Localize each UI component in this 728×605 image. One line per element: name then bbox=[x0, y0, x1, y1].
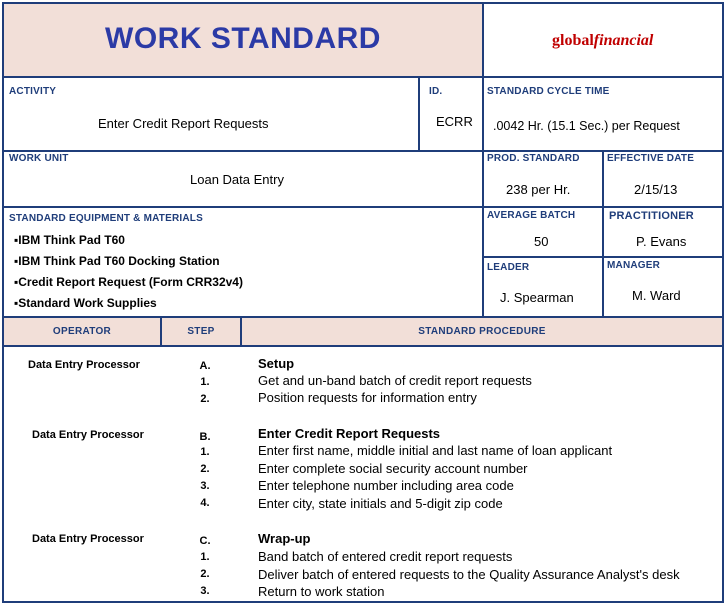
page-title: WORK STANDARD bbox=[105, 22, 381, 55]
section-heading: Setup bbox=[258, 356, 295, 371]
id-value: ECRR bbox=[436, 114, 473, 129]
activity-value: Enter Credit Report Requests bbox=[98, 116, 269, 131]
operator-name: Data Entry Processor bbox=[28, 359, 140, 371]
practitioner-label: PRACTITIONER bbox=[609, 210, 694, 222]
effective-date-label: EFFECTIVE DATE bbox=[607, 153, 695, 164]
step-number: 4. bbox=[200, 497, 210, 509]
step-number: 1. bbox=[200, 446, 210, 458]
step-text: Enter telephone number including area code bbox=[258, 478, 514, 493]
step-number: 2. bbox=[200, 393, 210, 405]
step-number: 2. bbox=[200, 463, 210, 475]
equipment-item: ▪IBM Think Pad T60 bbox=[14, 233, 125, 247]
step-text: Position requests for information entry bbox=[258, 390, 477, 405]
effective-date-value: 2/15/13 bbox=[634, 182, 678, 197]
practitioner-value: P. Evans bbox=[636, 234, 687, 249]
work-unit-value: Loan Data Entry bbox=[190, 172, 284, 187]
equipment-item: ▪IBM Think Pad T60 Docking Station bbox=[14, 254, 220, 268]
step-text: Enter first name, middle initial and last name of loan applicant bbox=[258, 443, 613, 458]
operator-name: Data Entry Processor bbox=[32, 533, 144, 545]
operator-column-header: OPERATOR bbox=[52, 326, 112, 337]
step-number: 3. bbox=[200, 585, 210, 597]
step-column-header: STEP bbox=[187, 326, 215, 337]
step-text: Deliver batch of entered requests to the Quality Assurance Analyst's desk bbox=[258, 567, 680, 582]
equipment-item: ▪Credit Report Request (Form CRR32v4) bbox=[14, 275, 243, 289]
step-letter: C. bbox=[199, 535, 211, 547]
step-number: 3. bbox=[200, 480, 210, 492]
step-letter: A. bbox=[199, 360, 211, 372]
activity-cell bbox=[2, 76, 420, 152]
step-letter: B. bbox=[199, 431, 211, 443]
company-logo: globalfinancial bbox=[552, 32, 654, 49]
manager-label: MANAGER bbox=[607, 260, 661, 271]
step-text: Band batch of entered credit report requests bbox=[258, 549, 513, 564]
id-label: ID. bbox=[429, 86, 443, 97]
equipment-item: ▪Standard Work Supplies bbox=[14, 296, 157, 310]
step-number: 1. bbox=[200, 551, 210, 563]
step-number: 1. bbox=[200, 376, 210, 388]
step-text: Enter complete social security account number bbox=[258, 461, 528, 476]
step-text: Enter city, state initials and 5-digit zip code bbox=[258, 496, 503, 511]
step-text: Return to work station bbox=[258, 584, 385, 599]
leader-label: LEADER bbox=[487, 262, 530, 273]
step-text: Get and un-band batch of credit report requests bbox=[258, 373, 532, 388]
activity-label: ACTIVITY bbox=[9, 86, 57, 97]
section-heading: Enter Credit Report Requests bbox=[258, 426, 441, 441]
average-batch-value: 50 bbox=[534, 234, 549, 249]
manager-value: M. Ward bbox=[632, 288, 681, 303]
average-batch-label: AVERAGE BATCH bbox=[487, 210, 576, 221]
prod-standard-value: 238 per Hr. bbox=[506, 182, 571, 197]
prod-standard-label: PROD. STANDARD bbox=[487, 153, 580, 164]
work-unit-label: WORK UNIT bbox=[9, 153, 69, 164]
cycle-time-label: STANDARD CYCLE TIME bbox=[487, 86, 610, 97]
cycle-time-value: .0042 Hr. (15.1 Sec.) per Request bbox=[493, 119, 680, 133]
procedure-column-header: STANDARD PROCEDURE bbox=[418, 326, 546, 337]
step-number: 2. bbox=[200, 568, 210, 580]
operator-name: Data Entry Processor bbox=[32, 429, 144, 441]
section-heading: Wrap-up bbox=[258, 531, 311, 546]
leader-value: J. Spearman bbox=[500, 290, 574, 305]
equipment-label: STANDARD EQUIPMENT & MATERIALS bbox=[9, 213, 203, 224]
